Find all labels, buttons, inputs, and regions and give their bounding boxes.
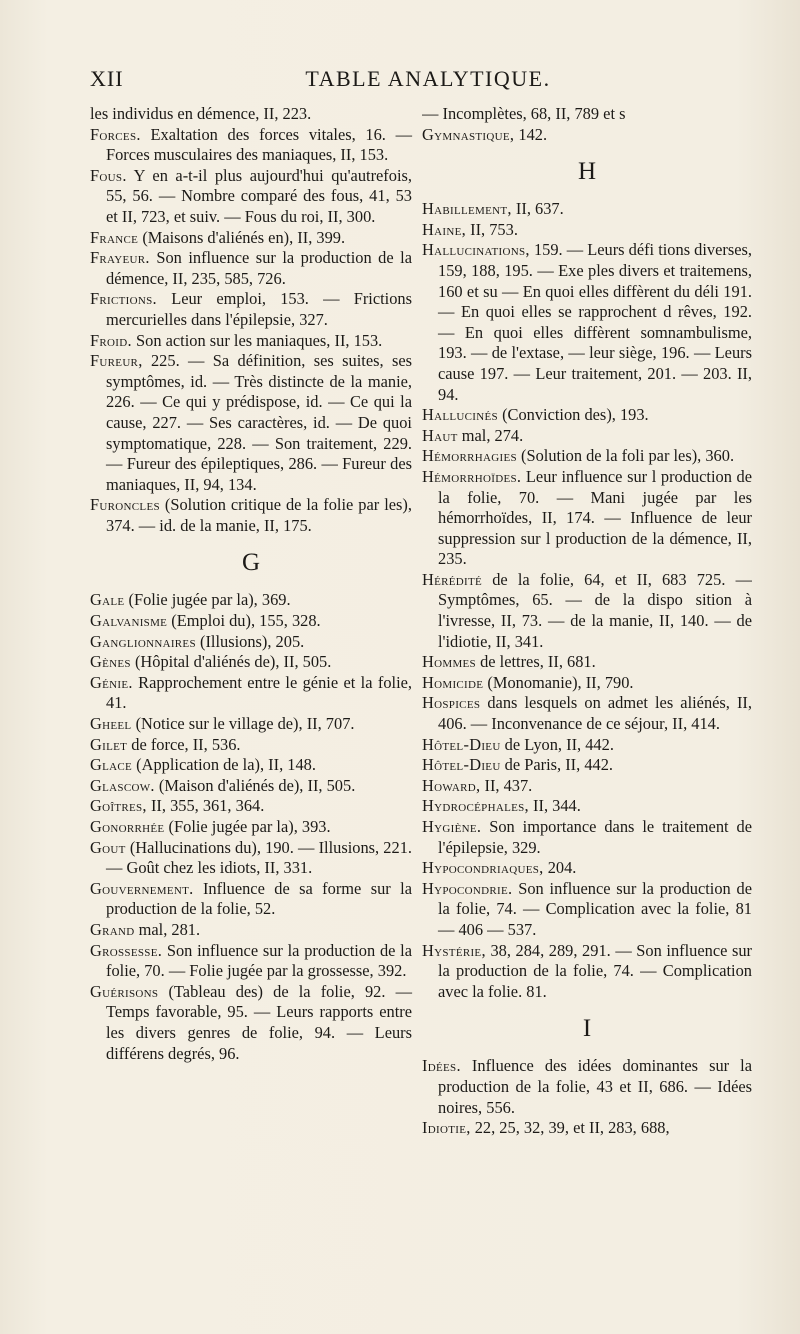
page-number: XII: [90, 66, 124, 91]
entry-text: (Notice sur le village de), II, 707.: [135, 714, 355, 734]
entry-text: Son influence sur la production de la démence, II, 235, 585, 726.: [106, 248, 412, 288]
index-entry-continued: [90, 104, 412, 125]
entry-headword: Gilet: [90, 734, 128, 754]
entry-headword: Hypocondriaques,: [422, 858, 544, 878]
entry-headword: Gout: [90, 837, 126, 857]
entry-text: (Maisons d'aliénés en), II, 399.: [142, 227, 346, 247]
entry-text: Son influence sur la production de la folie, 70. — Folie jugée par la grossesse, 392.: [106, 940, 412, 981]
index-entry: [422, 652, 752, 673]
index-entry: [422, 735, 752, 756]
index-entry: [90, 920, 412, 941]
index-entry: [90, 351, 412, 495]
entry-headword: Hémorrhoïdes.: [422, 466, 522, 486]
entry-text: Son importance dans le traitement de l'épilepsie, 329.: [438, 817, 752, 857]
entry-text: (Conviction des), 193.: [502, 405, 649, 425]
entry-headword: Hallucinations,: [422, 240, 530, 260]
entry-text: les individus en démence, II, 223.: [90, 104, 312, 123]
entry-headword: France: [90, 227, 139, 247]
entry-text: Exaltation des forces vitales, 16. — Forces musculaires des maniaques, II, 153.: [106, 124, 412, 165]
entry-headword: Froid.: [90, 330, 132, 350]
entry-headword: Génie.: [90, 672, 133, 692]
entry-headword: Hôtel-Dieu: [422, 755, 501, 775]
entry-headword: Hypocondrie.: [422, 878, 513, 898]
running-title: TABLE ANALYTIQUE.: [305, 66, 551, 91]
entry-headword: Hôtel-Dieu: [422, 734, 501, 754]
index-entry: [422, 941, 752, 1003]
entry-text: Leur emploi, 153. — Frictions mercurielles dans l'épilepsie, 327.: [106, 289, 412, 329]
entry-text: de force, II, 536.: [131, 734, 241, 754]
index-entry: [90, 714, 412, 735]
entry-headword: Hygiène.: [422, 817, 482, 836]
entry-headword: Gènes: [90, 652, 131, 672]
section-letter: H: [577, 158, 597, 186]
entry-text: (Tableau des) de la folie, 92. — Temps favorable, 95. — Leurs rapports entre les divers genres de folie, 94. — Leurs différens degrés, 96.: [106, 981, 412, 1063]
index-entry: [90, 776, 412, 797]
entry-text: de la folie, 64, et II, 683 725. — Symptômes, 65. — de la dispo sition à l'ivresse, II, 73. — de la manie, II, 140. — de l'idiotie, II, 341.: [438, 569, 752, 651]
entry-headword: Frayeur.: [90, 248, 150, 268]
index-entry: [422, 405, 752, 426]
index-entry: [422, 570, 752, 652]
entry-text: 159. — Leurs défi tions diverses, 159, 188, 195. — Exe ples divers et traitemens, 160 et su — En quoi elles diffèrent du déli 191. — En quoi elles se rapprochent d rêves, 192. — En quoi elles diffèrent somnambulisme, 193. — de l'extase, — leur siège, 196. — Leurs cause 197. — Leur traitement, 201. — 203. II, 94.: [438, 240, 752, 404]
entry-text: (Solution de la foli par les), 360.: [521, 446, 735, 466]
entry-headword: Gheel: [90, 714, 132, 734]
entry-headword: Guérisons: [90, 981, 159, 1001]
index-entry: [90, 982, 412, 1064]
index-entry-continued: [422, 104, 752, 125]
entry-headword: Galvanisme: [90, 611, 168, 631]
index-entry: [90, 755, 412, 776]
entry-headword: Goîtres,: [90, 796, 147, 816]
entry-text: 38, 284, 289, 291. — Son influence sur la production de la folie, 74. — Complication avec la folie. 81.: [438, 940, 752, 1001]
entry-headword: Grand: [90, 919, 135, 939]
index-entry: [90, 248, 412, 289]
entry-text: de lettres, II, 681.: [480, 652, 596, 672]
entry-headword: Idées.: [422, 1056, 461, 1076]
entry-text: Son action sur les maniaques, II, 153.: [136, 330, 383, 350]
entry-headword: Idiotie,: [422, 1118, 471, 1138]
index-entry: [90, 796, 412, 817]
index-entry: [90, 495, 412, 536]
index-entry: [90, 125, 412, 166]
entry-headword: Habillement,: [422, 199, 512, 219]
entry-text: 225. — Sa définition, ses suites, ses symptômes, id. — Très distincte de la manie, 226. — Ce qui y prédispose, id. — Ce qui la cause, 227. — Ses caractères, id. — De quoi symptomatique, 228. — Son traitement, 229. — Fureur des épileptiques, 286. — Fureur des maniaques, II, 94, 134.: [106, 351, 412, 494]
entry-text: II, 637.: [515, 199, 564, 219]
entry-text: mal, 281.: [138, 919, 201, 939]
index-entry: [422, 446, 752, 467]
entry-text: 22, 25, 32, 39, et II, 283, 688,: [474, 1118, 670, 1138]
index-entry: [422, 125, 752, 146]
index-entry: [90, 228, 412, 249]
entry-headword: Frictions.: [90, 289, 157, 309]
entry-text: mal, 274.: [461, 425, 524, 445]
entry-text: Leur influence sur l production de la folie, 70. — Mani jugée par les hémorrhoïdes, II, 174. — Influence de leur suppression sur l production de la démence, II, 235.: [438, 466, 752, 569]
entry-text: (Illusions), 205.: [199, 631, 305, 651]
entry-headword: Hydrocéphales,: [422, 796, 529, 816]
index-entry: [90, 735, 412, 756]
entry-headword: Hérédité: [422, 569, 483, 589]
entry-headword: Homicide: [422, 672, 484, 692]
index-entry: [422, 755, 752, 776]
entry-headword: Hommes: [422, 652, 476, 672]
index-entry: [422, 817, 752, 858]
index-entry: [422, 796, 752, 817]
entry-text: Influence des idées dominantes sur la production de la folie, 43 et II, 686. — Idées noires, 556.: [438, 1056, 752, 1117]
index-entry: [90, 611, 412, 632]
index-entry: [90, 632, 412, 653]
entry-text: de Lyon, II, 442.: [504, 734, 614, 754]
entry-text: Influence de sa forme sur la production de la folie, 52.: [106, 878, 412, 919]
entry-headword: Hémorrhagies: [422, 446, 517, 466]
index-entry: [422, 879, 752, 941]
entry-headword: Hallucinés: [422, 405, 498, 425]
index-entry: [422, 1056, 752, 1118]
index-entry: [422, 467, 752, 570]
entry-text: Y en a-t-il plus aujourd'hui qu'autrefois, 55, 56. — Nombre comparé des fous, 41, 53 et II, 723, et suiv. — Fous du roi, II, 300.: [106, 165, 412, 226]
entry-text: (Hôpital d'aliénés de), II, 505.: [134, 652, 332, 672]
entry-text: (Folie jugée par la), 393.: [168, 817, 331, 836]
index-entry: [422, 240, 752, 405]
index-entry: [422, 220, 752, 241]
index-entry: [90, 817, 412, 838]
index-entry: [422, 693, 752, 734]
entry-text: (Folie jugée par la), 369.: [128, 590, 291, 610]
section-letter: I: [582, 1015, 592, 1043]
entry-headword: Ganglionnaires: [90, 631, 196, 651]
entry-text: de Paris, II, 442.: [504, 755, 614, 775]
entry-text: II, 344.: [533, 796, 581, 816]
entry-text: (Solution critique de la folie par les), 374. — id. de la manie, II, 175.: [106, 495, 412, 535]
entry-text: (Application de la), II, 148.: [136, 755, 316, 775]
entry-text: — Incomplètes, 68, II, 789 et s: [422, 104, 626, 123]
entry-headword: Gonorrhée: [90, 817, 165, 836]
index-entry: [422, 673, 752, 694]
entry-headword: Furoncles: [90, 495, 160, 515]
entry-text: II, 753.: [470, 219, 518, 239]
index-entry: [90, 941, 412, 982]
index-entry: [422, 1118, 752, 1139]
entry-text: 204.: [547, 858, 577, 878]
page-header: [88, 66, 748, 96]
entry-headword: Haut: [422, 425, 458, 445]
entry-headword: Grossesse.: [90, 940, 163, 960]
entry-headword: Glascow.: [90, 775, 155, 795]
index-entry: [422, 426, 752, 447]
index-entry: [90, 331, 412, 352]
index-entry: [422, 199, 752, 220]
section-letter: G: [241, 549, 261, 577]
entry-text: (Hallucinations du), 190. — Illusions, 221. — Goût chez les idiots, II, 331.: [106, 837, 412, 878]
index-entry: [90, 166, 412, 228]
entry-headword: Haine,: [422, 219, 467, 239]
entry-headword: Forces.: [90, 124, 141, 144]
index-column-left: [90, 104, 412, 1064]
entry-headword: Hospices: [422, 693, 481, 713]
index-entry: [90, 652, 412, 673]
entry-headword: Gale: [90, 590, 125, 610]
index-entry: [90, 289, 412, 330]
entry-text: Rapprochement entre le génie et la folie, 41.: [106, 672, 412, 713]
entry-headword: Fous.: [90, 165, 127, 185]
entry-headword: Fureur,: [90, 351, 143, 371]
entry-text: II, 437.: [484, 775, 533, 795]
entry-text: (Emploi du), 155, 328.: [171, 611, 321, 631]
entry-text: dans lesquels on admet les aliénés, II, 406. — Inconvenance de ce séjour, II, 414.: [438, 693, 752, 734]
entry-headword: Hystérie,: [422, 940, 486, 960]
entry-text: II, 355, 361, 364.: [150, 796, 265, 816]
entry-headword: Howard,: [422, 775, 481, 795]
entry-text: (Maison d'aliénés de), II, 505.: [158, 775, 356, 795]
entry-headword: Gymnastique,: [422, 124, 515, 144]
index-entry: [90, 590, 412, 611]
entry-text: (Monomanie), II, 790.: [487, 672, 634, 692]
index-entry: [422, 776, 752, 797]
entry-text: Son influence sur la production de la folie, 74. — Complication avec la folie, 81 — 406 — 537.: [438, 878, 752, 939]
entry-headword: Gouvernement.: [90, 878, 194, 898]
index-entry: [90, 673, 412, 714]
entry-text: 142.: [518, 124, 548, 144]
index-entry: [90, 838, 412, 879]
index-column-right: [422, 104, 752, 1139]
entry-headword: Glace: [90, 755, 133, 775]
index-entry: [422, 858, 752, 879]
index-entry: [90, 879, 412, 920]
